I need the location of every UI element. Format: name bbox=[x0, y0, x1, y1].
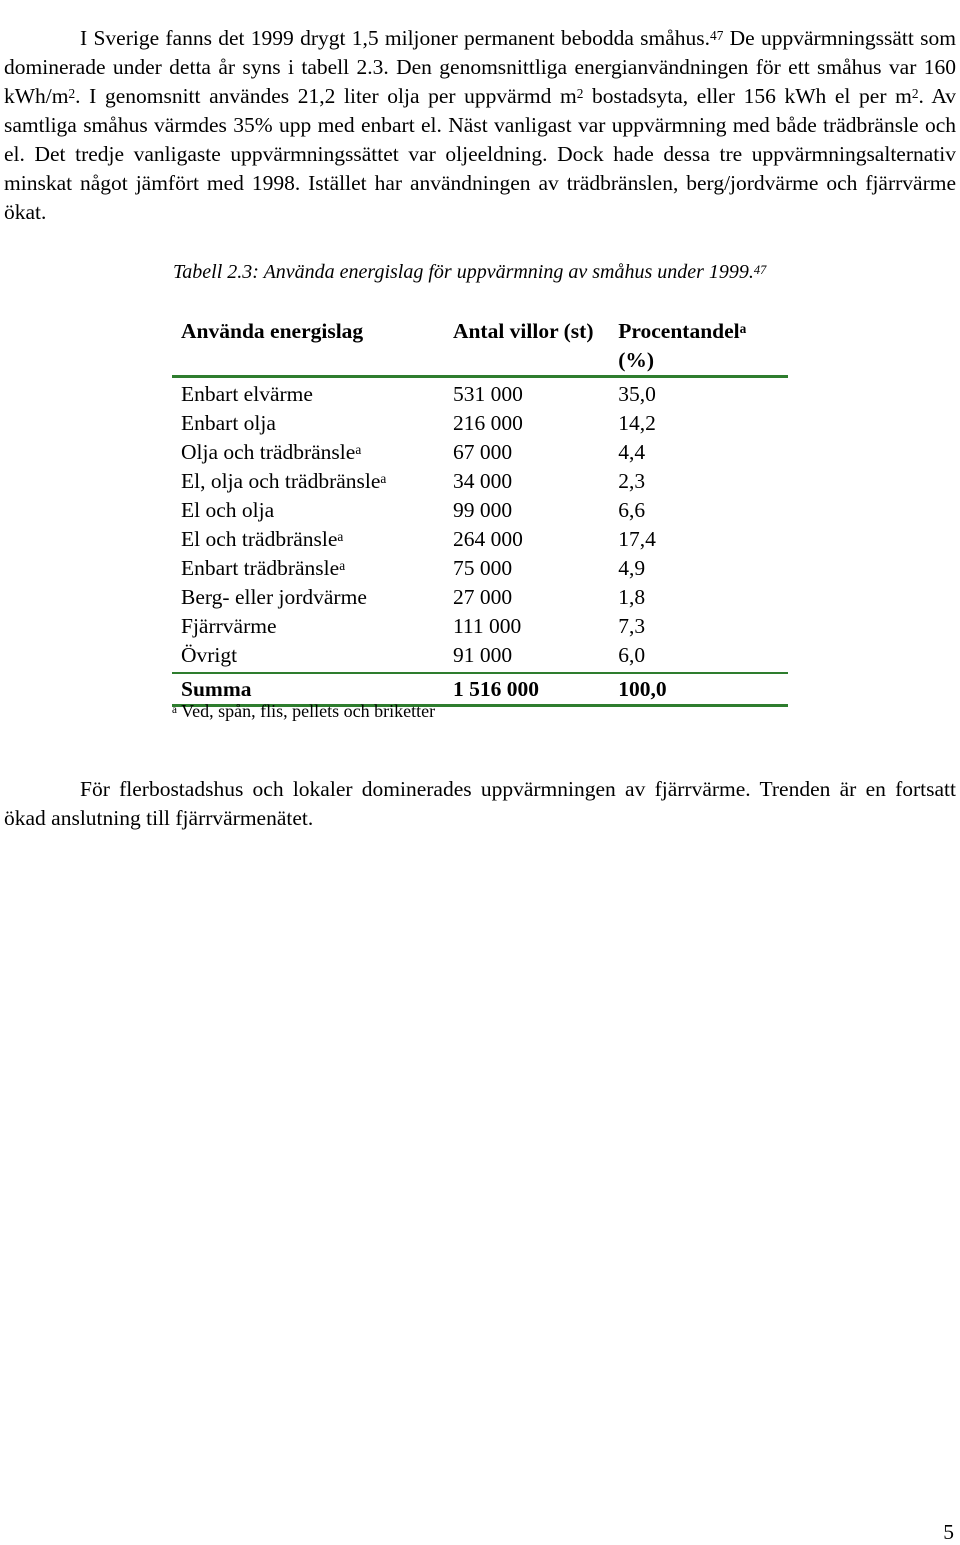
row-percent: 4,9 bbox=[618, 556, 646, 580]
row-percent: 6,6 bbox=[618, 498, 646, 522]
row-label-sup: a bbox=[380, 471, 387, 487]
row-label-sup: a bbox=[339, 558, 346, 574]
superscript-2: 2 bbox=[68, 85, 76, 101]
table-row bbox=[172, 612, 788, 641]
table-row bbox=[172, 377, 788, 410]
row-count: 99 000 bbox=[452, 498, 513, 522]
row-label bbox=[172, 583, 444, 612]
total-count: 1 516 000 bbox=[452, 677, 539, 701]
energy-table bbox=[172, 313, 788, 707]
intro-sentence-1: I Sverige fanns det 1999 drygt 1,5 miljoner permanent bebodda småhus. bbox=[80, 25, 711, 50]
row-label-text: El och trädbränsle bbox=[181, 527, 338, 551]
table-row bbox=[172, 641, 788, 673]
energy-table-container bbox=[172, 313, 788, 707]
intro-sentence-3: . I genomsnitt användes 21,2 liter olja per uppvärmd m bbox=[75, 83, 577, 108]
header-percent-sup: a bbox=[739, 321, 747, 337]
caption-text: Tabell 2.3: Använda energislag för uppvärmning av småhus under 1999. bbox=[173, 261, 754, 283]
table-row bbox=[172, 554, 788, 583]
header-energy-type bbox=[172, 313, 444, 377]
row-label-text: Enbart elvärme bbox=[181, 382, 313, 406]
row-label bbox=[172, 525, 444, 554]
footnote-text: Ved, spån, flis, pellets och briketter bbox=[176, 701, 436, 721]
header-percent bbox=[609, 313, 788, 377]
row-count: 75 000 bbox=[452, 556, 513, 580]
reference-47: 47 bbox=[710, 27, 724, 43]
row-count: 531 000 bbox=[452, 382, 523, 406]
row-label-text: El, olja och trädbränsle bbox=[181, 469, 381, 493]
row-label-text: Övrigt bbox=[181, 643, 238, 667]
row-percent: 35,0 bbox=[618, 382, 656, 406]
row-count: 27 000 bbox=[452, 585, 513, 609]
row-label-text: El och olja bbox=[181, 498, 275, 522]
row-label bbox=[172, 641, 444, 673]
total-label: Summa bbox=[181, 677, 252, 701]
row-percent: 4,4 bbox=[618, 440, 646, 464]
row-label bbox=[172, 438, 444, 467]
table-row bbox=[172, 496, 788, 525]
row-label-text: Enbart olja bbox=[181, 411, 276, 435]
table-header-row bbox=[172, 313, 788, 377]
table-row bbox=[172, 467, 788, 496]
table-row bbox=[172, 438, 788, 467]
row-label-text: Enbart trädbränsle bbox=[181, 556, 340, 580]
table-caption bbox=[173, 258, 766, 286]
table-row bbox=[172, 525, 788, 554]
row-percent: 7,3 bbox=[618, 614, 646, 638]
row-count: 216 000 bbox=[452, 411, 523, 435]
row-percent: 2,3 bbox=[618, 469, 646, 493]
row-label bbox=[172, 377, 444, 410]
row-percent: 6,0 bbox=[618, 643, 646, 667]
table-row bbox=[172, 409, 788, 438]
row-label-sup: a bbox=[337, 529, 344, 545]
row-count: 67 000 bbox=[452, 440, 513, 464]
header-percent-label: Procentandel bbox=[618, 319, 740, 343]
table-footnote bbox=[172, 699, 435, 723]
intro-sentence-2: De uppvärmningssätt som dominerade under detta år syns i tabell 2.3. Den genomsnittliga energianvändningen för ett småhus var 160 kWh/m bbox=[4, 25, 956, 108]
row-count: 91 000 bbox=[452, 643, 513, 667]
intro-sentence-5: . Av samtliga småhus värmdes 35% upp med enbart el. Näst vanligast var uppvärmning med både trädbränsle och el. Det tredje vanligaste uppvärmningssättet var oljeeldning. Dock hade dessa tre uppvärmningsalternativ minskat något jämfört med 1998. Istället har användningen av trädbränslen, berg/jordvärme och fjärrvärme ökat. bbox=[4, 83, 956, 224]
header-count-label: Antal villor (st) bbox=[452, 319, 594, 343]
intro-sentence-4: bostadsyta, eller 156 kWh el per m bbox=[583, 83, 912, 108]
row-label-sup: a bbox=[355, 442, 362, 458]
row-label bbox=[172, 612, 444, 641]
row-label-text: Berg- eller jordvärme bbox=[181, 585, 367, 609]
table-row bbox=[172, 583, 788, 612]
row-label bbox=[172, 496, 444, 525]
header-energy-type-label: Använda energislag bbox=[181, 319, 364, 343]
page-number: 5 bbox=[943, 1520, 954, 1544]
superscript-2: 2 bbox=[576, 85, 584, 101]
outro-paragraph: För flerbostadshus och lokaler dominerades uppvärmningen av fjärrvärme. Trenden är en fortsatt ökad anslutning till fjärrvärmenätet. bbox=[4, 776, 956, 830]
table-body bbox=[172, 377, 788, 674]
row-label bbox=[172, 554, 444, 583]
row-label bbox=[172, 409, 444, 438]
row-percent: 17,4 bbox=[618, 527, 656, 551]
row-count: 111 000 bbox=[452, 614, 522, 638]
row-percent: 14,2 bbox=[618, 411, 656, 435]
footnote-mark: a bbox=[172, 704, 177, 717]
row-count: 264 000 bbox=[452, 527, 523, 551]
header-percent-unit: (%) bbox=[618, 348, 655, 372]
row-label bbox=[172, 467, 444, 496]
row-label-text: Fjärrvärme bbox=[181, 614, 277, 638]
total-percent: 100,0 bbox=[618, 677, 667, 701]
intro-paragraph bbox=[4, 24, 956, 227]
superscript-2: 2 bbox=[911, 85, 919, 101]
caption-reference: 47 bbox=[753, 262, 767, 277]
row-count: 34 000 bbox=[452, 469, 513, 493]
row-label-text: Olja och trädbränsle bbox=[181, 440, 356, 464]
header-count bbox=[444, 313, 609, 377]
row-percent: 1,8 bbox=[618, 585, 646, 609]
